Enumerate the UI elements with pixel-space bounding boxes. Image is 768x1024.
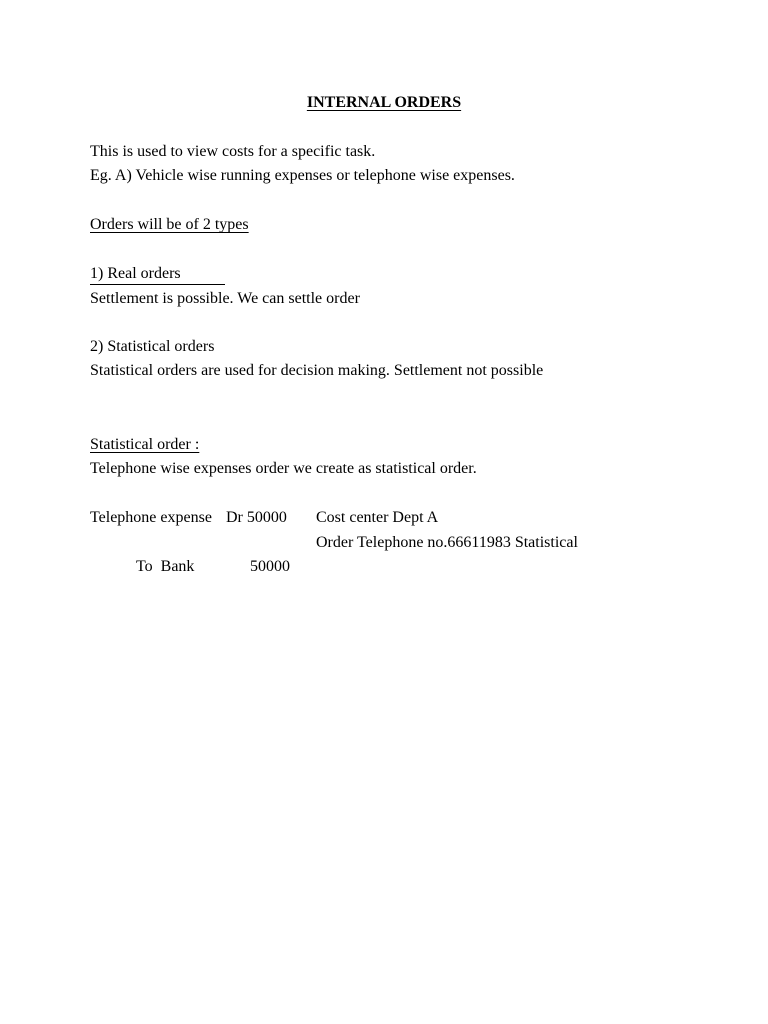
journal-note-order: Order Telephone no.66611983 Statistical — [316, 534, 578, 551]
statistical-order-heading — [90, 436, 199, 454]
journal-credit-amount: 50000 — [250, 558, 290, 575]
journal-note-cost-center: Cost center Dept A — [316, 509, 439, 526]
document-title — [0, 94, 768, 112]
real-orders-heading-text: 1) Real orders — [90, 265, 225, 285]
intro-line-1: This is used to view costs for a specific task. — [90, 143, 376, 160]
real-orders-heading — [90, 265, 225, 285]
statistical-order-heading-text: Statistical order : — [90, 436, 200, 453]
document-title-text: INTERNAL ORDERS — [306, 94, 462, 111]
statistical-order-description: Telephone wise expenses order we create as statistical order. — [90, 460, 477, 477]
intro-line-2: Eg. A) Vehicle wise running expenses or telephone wise expenses. — [90, 167, 515, 184]
journal-credit-account: To Bank — [136, 558, 195, 575]
journal-debit-account: Telephone expense — [90, 509, 212, 526]
types-heading-text: Orders will be of 2 types — [90, 216, 249, 233]
real-orders-description: Settlement is possible. We can settle order — [90, 290, 360, 307]
statistical-orders-heading: 2) Statistical orders — [90, 338, 215, 355]
statistical-orders-description: Statistical orders are used for decision making. Settlement not possible — [90, 362, 544, 379]
journal-debit-amount: Dr 50000 — [226, 509, 287, 526]
types-heading — [90, 216, 249, 234]
